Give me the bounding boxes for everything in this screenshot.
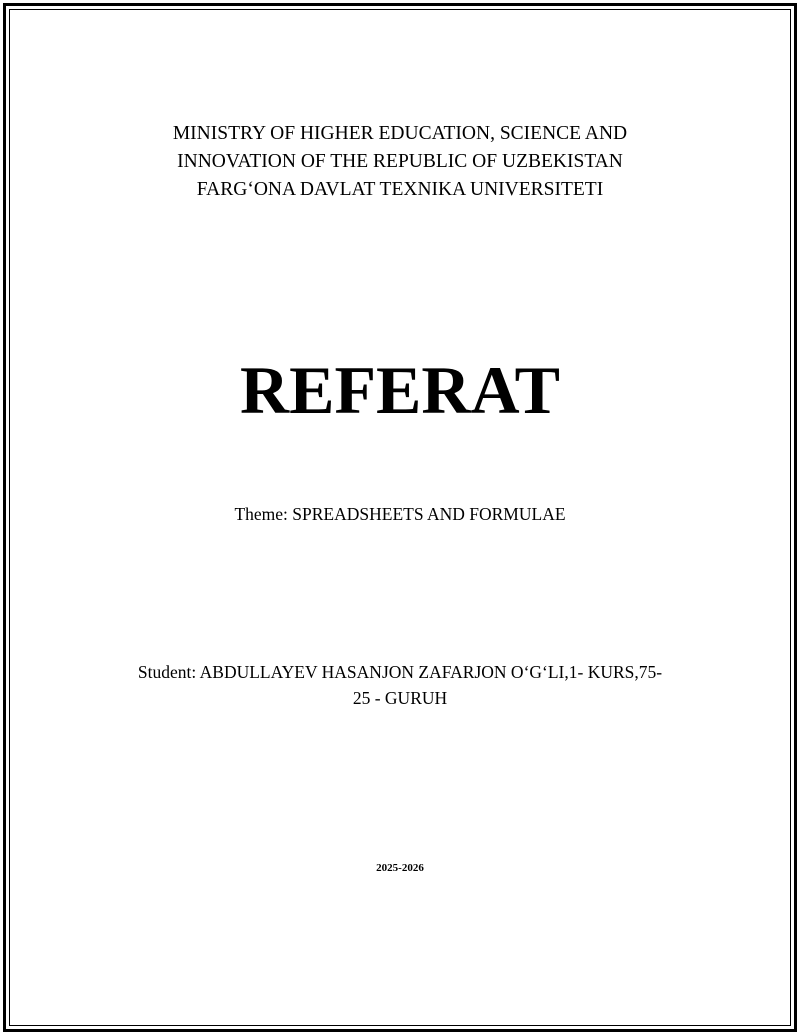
document-theme: Theme: SPREADSHEETS AND FORMULAE: [234, 504, 566, 524]
header-line-university: FARG‘ONA DAVLAT TEXNIKA UNIVERSITETI: [196, 179, 604, 200]
document-title: REFERAT: [240, 352, 560, 428]
institution-header: [0, 120, 800, 204]
student-line-group: 25 - GURUH: [352, 688, 448, 708]
academic-year: 2025-2026: [376, 862, 424, 874]
header-line-innovation: INNOVATION OF THE REPUBLIC OF UZBEKISTAN: [177, 151, 623, 172]
header-line-ministry: MINISTRY OF HIGHER EDUCATION, SCIENCE AND: [172, 123, 628, 144]
student-line-name: Student: ABDULLAYEV HASANJON ZAFARJON O‘G‘LI,1- KURS,75-: [137, 662, 663, 682]
student-info: [0, 659, 800, 711]
